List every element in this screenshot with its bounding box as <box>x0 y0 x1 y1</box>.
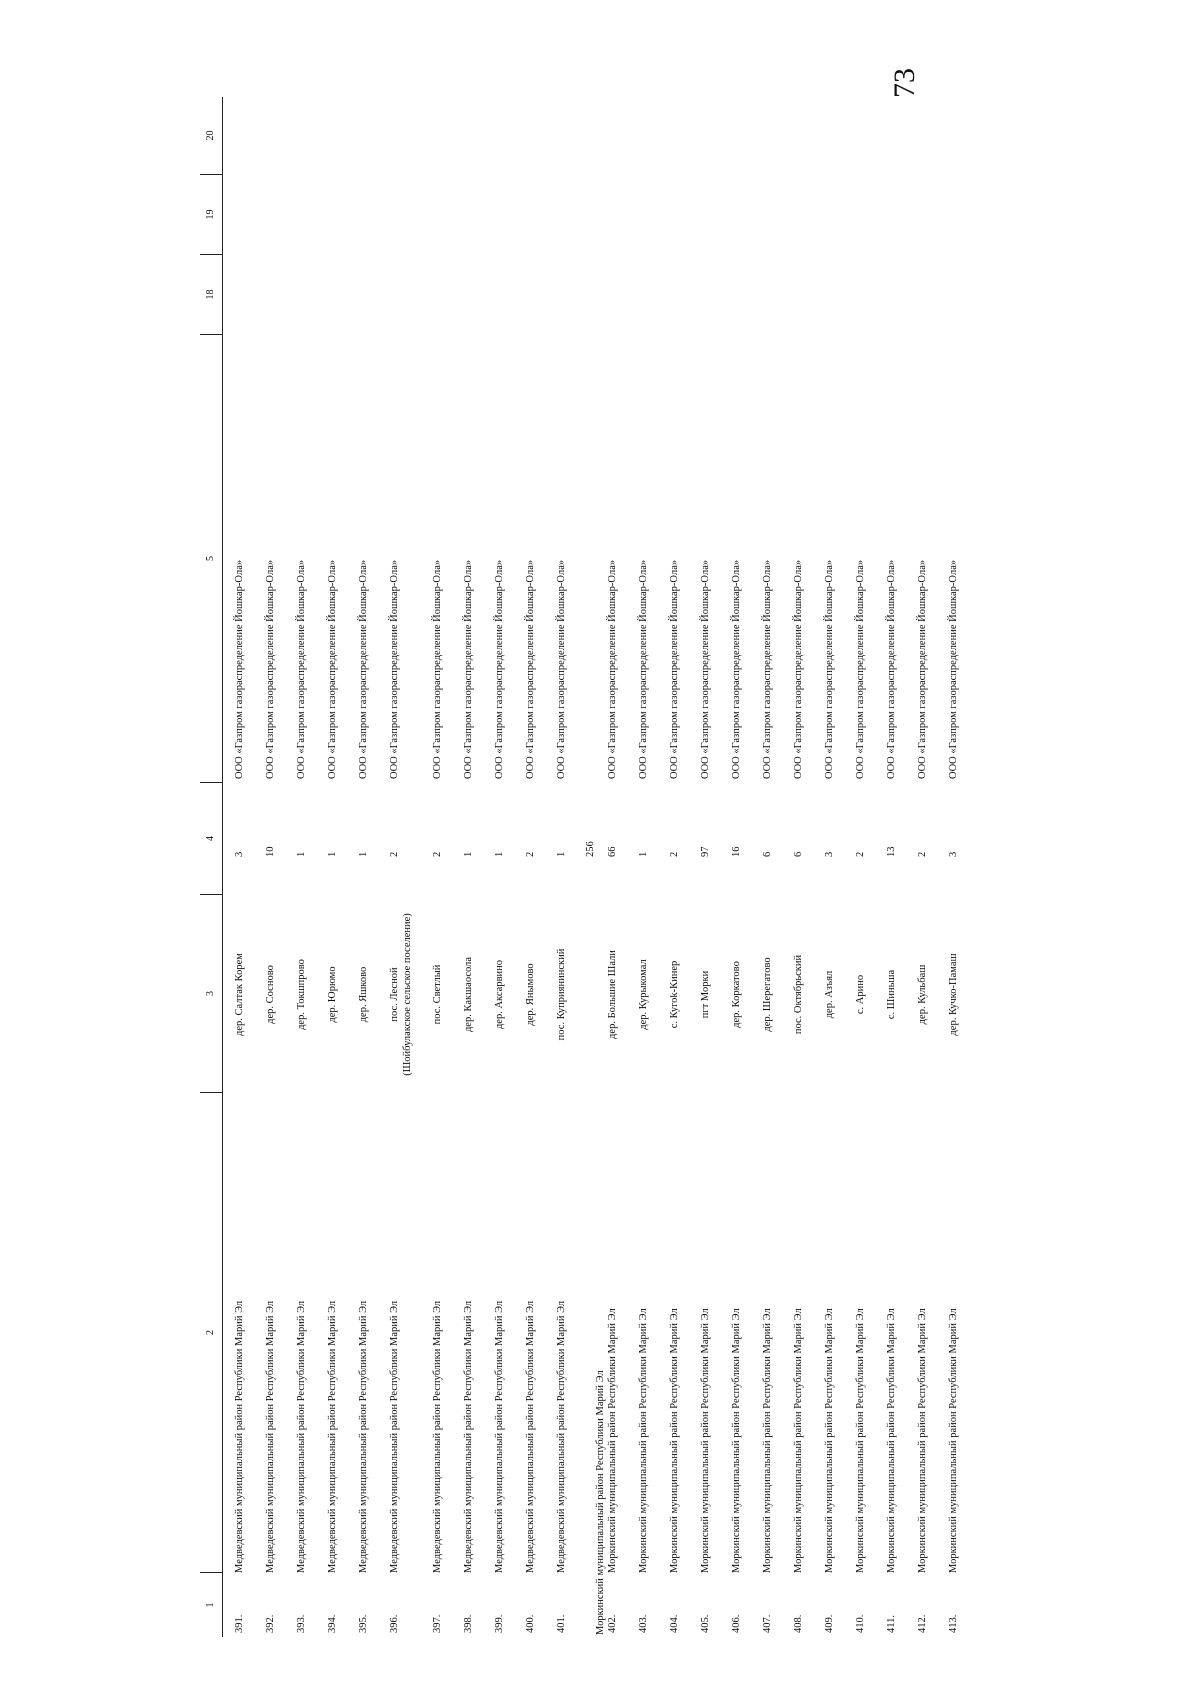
count-cell: 6 <box>762 851 773 857</box>
locality-cell: дер. Большие Шали <box>607 950 618 1039</box>
row-number: 402. <box>607 1614 618 1633</box>
locality-cell: дер. Токшпрово <box>296 959 307 1030</box>
header-col-4: 4 <box>200 783 222 895</box>
district-cell: Моркинский муниципальный район Республики Марий Эл <box>607 1308 618 1573</box>
district-cell: Медведевский муниципальный район Республики Марий Эл <box>265 1300 276 1573</box>
row-number: 394. <box>327 1614 338 1633</box>
group-header: Моркинский муниципальный район Республики Марий Эл <box>595 1370 606 1635</box>
header-col-1: 1 <box>205 1602 216 1608</box>
district-cell: Медведевский муниципальный район Республики Марий Эл <box>525 1300 536 1573</box>
locality-cell: дер. Шерегатово <box>762 957 773 1032</box>
count-cell: 13 <box>886 846 897 857</box>
locality-cell: дер. Янымово <box>525 963 536 1026</box>
count-cell: 1 <box>463 851 474 857</box>
district-cell: Медведевский муниципальный район Республики Марий Эл <box>494 1300 505 1573</box>
count-cell: 3 <box>948 851 959 857</box>
row-number: 409. <box>824 1614 835 1633</box>
locality-cell: дер. Азъял <box>824 970 835 1019</box>
count-cell: 66 <box>607 846 618 857</box>
district-cell: Медведевский муниципальный район Республики Марий Эл <box>327 1300 338 1573</box>
organization-cell: ООО «Газпром газораспределение Йошкар-Ола» <box>886 559 897 779</box>
district-cell: Медведевский муниципальный район Республики Марий Эл <box>389 1300 400 1573</box>
row-number: 392. <box>265 1614 276 1633</box>
district-cell: Медведевский муниципальный район Республики Марий Эл <box>556 1300 567 1573</box>
district-cell: Моркинский муниципальный район Республики Марий Эл <box>824 1308 835 1573</box>
organization-cell: ООО «Газпром газораспределение Йошкар-Ола» <box>327 559 338 779</box>
count-cell: 1 <box>327 851 338 857</box>
count-cell: 3 <box>234 851 245 857</box>
organization-cell: ООО «Газпром газораспределение Йошкар-Ола» <box>824 559 835 779</box>
district-cell: Моркинский муниципальный район Республики Марий Эл <box>762 1308 773 1573</box>
row-number: 407. <box>762 1614 773 1633</box>
district-cell: Моркинский муниципальный район Республики Марий Эл <box>793 1308 804 1573</box>
organization-cell: ООО «Газпром газораспределение Йошкар-Ола» <box>389 559 400 779</box>
organization-cell: ООО «Газпром газораспределение Йошкар-Ола» <box>525 559 536 779</box>
locality-cell: пос. Светлый <box>432 964 443 1025</box>
locality-cell: дер. Какшаосола <box>463 956 474 1033</box>
count-cell: 97 <box>700 846 711 857</box>
row-number: 391. <box>234 1614 245 1633</box>
page-number: 73 <box>888 68 921 98</box>
organization-cell: ООО «Газпром газораспределение Йошкар-Ола» <box>793 559 804 779</box>
district-cell: Медведевский муниципальный район Республики Марий Эл <box>463 1300 474 1573</box>
organization-cell: ООО «Газпром газораспределение Йошкар-Ола» <box>265 559 276 779</box>
rotated-table <box>200 97 980 1637</box>
organization-cell: ООО «Газпром газораспределение Йошкар-Ола» <box>731 559 742 779</box>
header-col-19: 19 <box>200 175 222 255</box>
district-cell: Моркинский муниципальный район Республики Марий Эл <box>948 1308 959 1573</box>
row-number: 393. <box>296 1614 307 1633</box>
district-cell: Моркинский муниципальный район Республики Марий Эл <box>669 1308 680 1573</box>
count-cell: 2 <box>669 851 680 857</box>
row-number: 404. <box>669 1614 680 1633</box>
locality-cell: пос. Лесной <box>389 967 400 1022</box>
row-number: 411. <box>886 1615 897 1633</box>
organization-cell: ООО «Газпром газораспределение Йошкар-Ола» <box>638 559 649 779</box>
count-cell: 2 <box>525 851 536 857</box>
header-col-20: 20 <box>200 97 222 175</box>
row-number: 399. <box>494 1614 505 1633</box>
locality-cell: дер. Аксарвино <box>494 959 505 1030</box>
district-cell: Медведевский муниципальный район Республики Марий Эл <box>432 1300 443 1573</box>
district-cell: Моркинский муниципальный район Республики Марий Эл <box>917 1308 928 1573</box>
organization-cell: ООО «Газпром газораспределение Йошкар-Ола» <box>669 559 680 779</box>
locality-cell: с. Шиньша <box>886 969 897 1020</box>
district-cell: Медведевский муниципальный район Республики Марий Эл <box>358 1300 369 1573</box>
row-number: 400. <box>525 1614 536 1633</box>
district-cell: Медведевский муниципальный район Республики Марий Эл <box>296 1300 307 1573</box>
district-cell: Моркинский муниципальный район Республики Марий Эл <box>700 1308 711 1573</box>
count-cell: 2 <box>432 851 443 857</box>
organization-cell: ООО «Газпром газораспределение Йошкар-Ола» <box>556 559 567 779</box>
locality-cell: с. Кугоk-Кинер <box>669 960 680 1029</box>
row-number: 395. <box>358 1614 369 1633</box>
count-cell: 2 <box>389 851 400 857</box>
row-number: 398. <box>463 1614 474 1633</box>
locality-cell: дер. Кучко-Памаш <box>948 953 959 1036</box>
locality-cell: дер. Салтак Корем <box>234 953 245 1036</box>
locality-cell: пгт Морки <box>700 970 711 1019</box>
count-cell: 1 <box>358 851 369 857</box>
row-number: 405. <box>700 1614 711 1633</box>
row-number: 397. <box>432 1614 443 1633</box>
count-cell: 3 <box>824 851 835 857</box>
count-cell: 1 <box>494 851 505 857</box>
row-number: 403. <box>638 1614 649 1633</box>
count-cell: 1 <box>296 851 307 857</box>
group-total: 256 <box>585 841 596 857</box>
locality-cell: дер. Юрюмо <box>327 966 338 1023</box>
district-cell: Моркинский муниципальный район Республики Марий Эл <box>855 1308 866 1573</box>
organization-cell: ООО «Газпром газораспределение Йошкар-Ола» <box>607 559 618 779</box>
district-cell: Медведевский муниципальный район Республики Марий Эл <box>234 1300 245 1573</box>
district-cell: Моркинский муниципальный район Республики Марий Эл <box>731 1308 742 1573</box>
row-number: 410. <box>855 1614 866 1633</box>
organization-cell: ООО «Газпром газораспределение Йошкар-Ола» <box>855 559 866 779</box>
locality-cell: дер. Яшково <box>358 966 369 1023</box>
row-number: 408. <box>793 1614 804 1633</box>
row-number: 396. <box>389 1614 400 1633</box>
header-col-5: 5 <box>200 335 222 783</box>
count-cell: 1 <box>638 851 649 857</box>
locality-cell: с. Арино <box>855 974 866 1015</box>
district-cell: Моркинский муниципальный район Республики Марий Эл <box>886 1308 897 1573</box>
locality-cell: пос. Октябрьский <box>793 954 804 1035</box>
row-number: 412. <box>917 1614 928 1633</box>
header-divider <box>222 97 223 1637</box>
header-col-18: 18 <box>200 255 222 335</box>
organization-cell: ООО «Газпром газораспределение Йошкар-Ола» <box>917 559 928 779</box>
district-cell: Моркинский муниципальный район Республики Марий Эл <box>638 1308 649 1573</box>
locality-cell: дер. Курыкомал <box>638 959 649 1030</box>
locality-cell: пос. Куприянинский <box>556 948 567 1041</box>
organization-cell: ООО «Газпром газораспределение Йошкар-Ола» <box>762 559 773 779</box>
row-number: 401. <box>556 1614 567 1633</box>
count-cell: 16 <box>731 846 742 857</box>
organization-cell: ООО «Газпром газораспределение Йошкар-Ола» <box>234 559 245 779</box>
organization-cell: ООО «Газпром газораспределение Йошкар-Ола» <box>494 559 505 779</box>
locality-cell: дер. Коркатово <box>731 961 742 1028</box>
organization-cell: ООО «Газпром газораспределение Йошкар-Ола» <box>463 559 474 779</box>
count-cell: 10 <box>265 846 276 857</box>
header-col-2: 2 <box>200 1093 222 1573</box>
organization-cell: ООО «Газпром газораспределение Йошкар-Ола» <box>358 559 369 779</box>
row-number: 413. <box>948 1614 959 1633</box>
header-col-3: 3 <box>200 895 222 1093</box>
row-number: 406. <box>731 1614 742 1633</box>
count-cell: 2 <box>917 851 928 857</box>
count-cell: 6 <box>793 851 804 857</box>
organization-cell: ООО «Газпром газораспределение Йошкар-Ола» <box>948 559 959 779</box>
organization-cell: ООО «Газпром газораспределение Йошкар-Ола» <box>296 559 307 779</box>
organization-cell: ООО «Газпром газораспределение Йошкар-Ола» <box>432 559 443 779</box>
count-cell: 1 <box>556 851 567 857</box>
count-cell: 2 <box>855 851 866 857</box>
organization-cell: ООО «Газпром газораспределение Йошкар-Ола» <box>700 559 711 779</box>
locality-cell: дер. Сосново <box>265 965 276 1024</box>
locality-note: (Шойбулакское сельское поселение) <box>402 913 413 1076</box>
locality-cell: дер. Кульбаш <box>917 964 928 1025</box>
